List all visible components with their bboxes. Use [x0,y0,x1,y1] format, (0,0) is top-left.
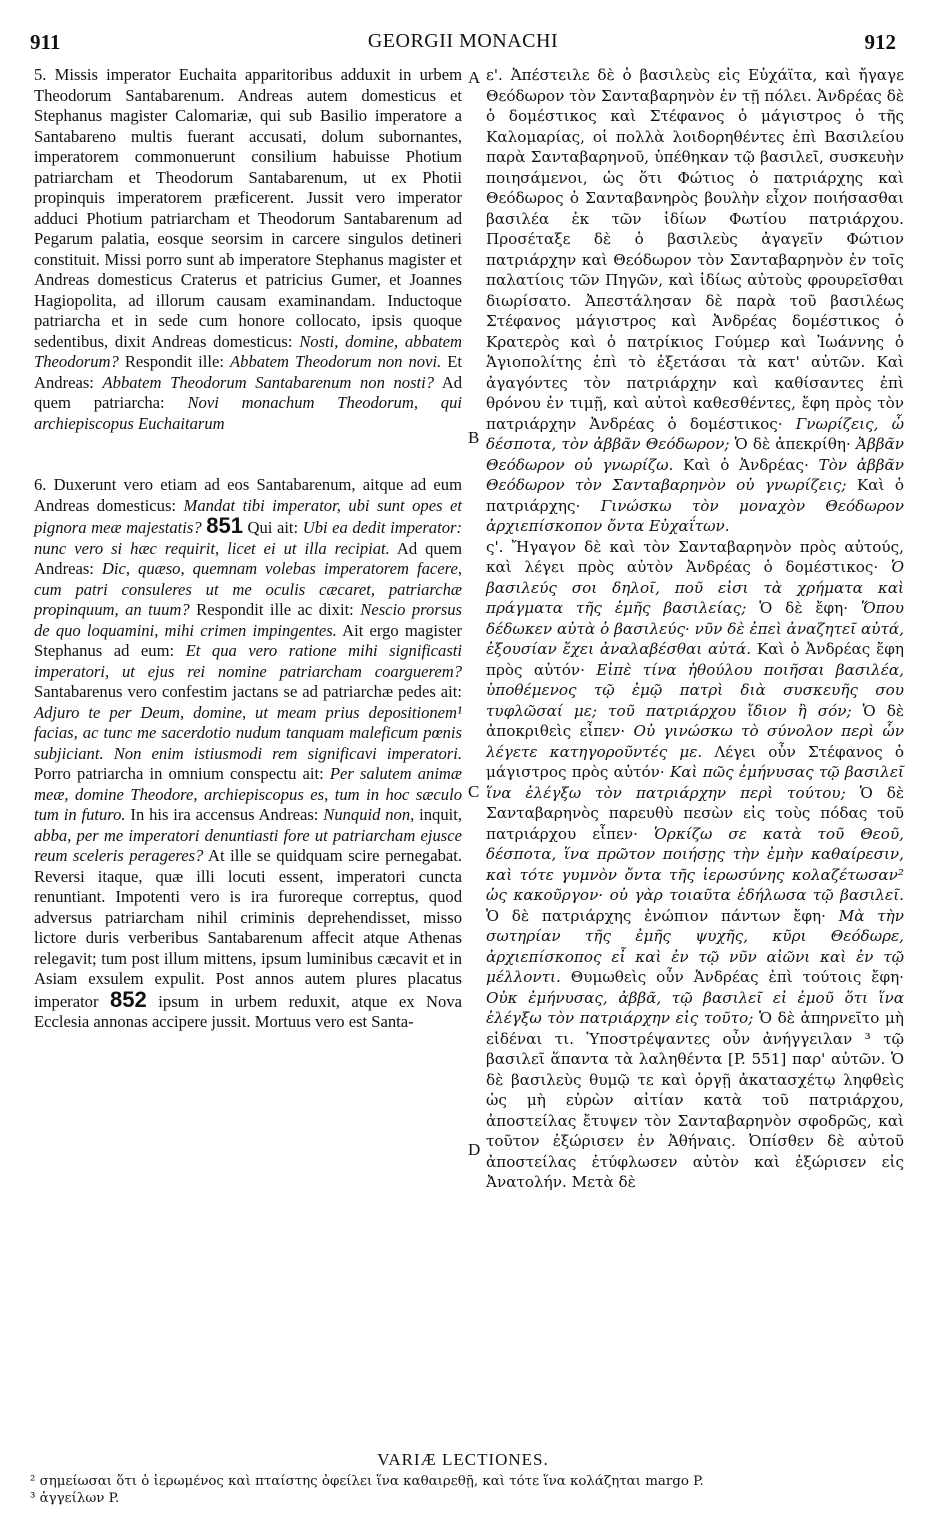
latin-quote: abba, per me imperatori denuntiasti fore ut patriarcham ejusce reum sceleris perageres? [34,825,462,865]
margin-letter-c: C [468,782,480,801]
greek-quote: Οὐκ ἐμήνυσας, ἀββᾶ, τῷ βασιλεῖ εἰ ἐμοῦ ὅτι ἵνα ἐλέγξω τὸν πατριάρχην εἰς τοῦτο; [486,988,904,1027]
greek-text: Ὁ δὲ πατριάρχης ἐνώπιον πάντων ἔφη· [486,906,826,925]
greek-quote: Μὰ τὴν σωτηρίαν τῆς ἐμῆς ψυχῆς, κῦρι Θεόδωρε, ἀρχιεπίσκοπος εἶ καὶ ἐν τῷ νῦν αἰῶνι καὶ ἐν τῷ μέλλοντι. [486,906,905,986]
greek-quote: Γινώσκω τὸν μοναχὸν Θεόδωρον ἀρχιεπίσκοπον ὄντα Εὐχαΐτων. [486,496,905,535]
greek-text: Ὁ δὲ ἀπεκρίθη· [734,435,851,453]
latin-quote: Nosti, domine, abbatem Theodorum? [34,331,462,371]
margin-letter-a: A [468,68,481,87]
latin-text: 5. Missis imperator Euchaita apparitoribus adduxit in urbem Theodorum Santabarenum. Andreas autem domesticus et Stephanus magister Calomariæ, qui sub Basilio imperatore a Santabareno multis fuerant accusati, dolum subornantes, imperatorem commonuerunt consilium habuisse Photium patriarcham et Theodorum Santabarenum, ut ex Photii propinquis imperatorem præficerent. Jussit vero imperator adduci Photium patriarcham et Theodorum Santabarenum ad Pegarum palatia, eosque seorsim in carcere singulos detineri constituit. Missi porro sunt ab imperatore Stephanus magister et Andreas domesticus Craterus et patricius Gumer, et Joannes Hagiopolita, ad illorum causam examinandam. Inductoque patriarcha et in sede cum honore collocato, ipsis quoque sedentibus, dixit Andreas domesticus: [34,65,462,351]
latin-text: Santabarenus vero confestim jactans se ad patriarchæ pedes ait: [34,682,462,701]
greek-quote: Ἀββᾶν Θεόδωρον οὐ γνωρίζω. [486,435,905,474]
greek-quote: Γνωρίζεις, ὦ δέσποτα, τὸν ἀββᾶν Θεόδωρον; [486,414,905,453]
greek-quote: Ὅπου δέδωκεν αὐτὰ ὁ βασιλεύς· νῦν δὲ ἐπεὶ ἀναζητεῖ αὐτά, ἐξουσίαν ἔχει ἀναλαβέσθαι αὐτά. [486,599,904,658]
greek-quote: Εἰπὲ τίνα ἠθούλου ποιῆσαι βασιλέα, ὑποθέμενος τῷ ἐμῷ πατρὶ διὰ συσκευῆς σου τυφλῶσαί με; τοῦ πατριάρχου ἴδιον ἢ σόν; [486,660,905,720]
latin-text: At ille se quidquam scire pernegabat. Reversi itaque, quæ illi locuti essent, imperatori cuncta renuntiant. Impotenti vero is ira furoreque correptus, quod adversus patriarcham nihil criminis deprehendisset, misso lictore duris verberibus Santabarenum affecit atque Athenas relegavit; tum post illum mittens, ipsum luminibus cæcavit et in Asiam exsulem expulit. Post annos autem plures placatus imperator [34,846,463,1011]
latin-text: Ait ergo magister Stephanus ad eum: [34,620,462,660]
latin-quote: Dic, quæso, quemnam volebas imperatorem facere, cum patri consuleres ut me oculis cæcaret, patriarchæ propinquum, an tuum? [34,559,462,619]
latin-text: In his ira accensus Andreas: [130,805,319,824]
greek-text: Ὁ δὲ Σανταβαρηνὸς παρευθὺ πεσὼν εἰς τοὺς πόδας τοῦ πατριάρχου εἶπεν· [486,783,904,843]
greek-text: Ὁ δὲ ἀποκριθεὶς εἶπεν· [486,701,904,740]
page-number-left: 911 [30,30,61,54]
latin-text: Respondit ille: [124,352,224,371]
latin-quote: Per salutem animæ meæ, domine Theodore, archiepiscopus es, tum in hoc sæculo tum in futuro. [34,764,462,824]
latin-text: Porro patriarcha in omnium conspectu ait: [34,764,324,783]
latin-text: 6. Duxerunt vero etiam ad eos Santabarenum, aitque ad eum Andreas domesticus: [34,475,462,515]
column-number-852: 852 [110,986,147,1012]
greek-text: ε'. Ἀπέστειλε δὲ ὁ βασιλεὺς εἰς Εὐχάϊτα, καὶ ἤγαγε Θεόδωρον τὸν Σανταβαρηνὸν ἐν τῇ πόλει. Ἀνδρέας δὲ ὁ δομέστικος καὶ Στέφανος ὁ μάγιστρος ὁ τῆς Καλομαρίας, οἱ πολλὰ λοιδορηθέντες ἐπὶ Βασιλείου παρὰ Σανταβαρηνοῦ, ὑπέθηκαν τῷ βασιλεῖ, συσκευὴν ποιησάμενοι, ὡς ὅτι Φώτιος ὁ πατριάρχης καὶ Θεόδωρος ὁ Σανταβανηρὸς βουλὴν εἶχον ποιήσασθαι βασιλέα ἐκ τῶν ἰδίων Φωτίου πατριάρχου. Προσέταξε δὲ ὁ βασιλεὺς ἀγαγεῖν Φώτιον πατριάρχην καὶ Θεόδωρον τὸν Σανταβαρηνὸν ἐν τοῖς παλατίοις τῶν Πηγῶν, καὶ ἰδίως αὐτοὺς φρουρεῖσθαι διωρίσατο. Ἀπεστάλησαν δὲ παρὰ τοῦ βασιλέως Στέφανος μάγιστρος καὶ Ἀνδρέας δομέστικος ὁ Κρατερὸς καὶ ὁ πατρίκιος Γούμερ καὶ Ἰωάννης ὁ Ἁγιοπολίτης ἐπὶ τὸ ἐξετάσαι τὰ κατ' αὐτῶν. Καὶ ἀγαγόντες τὸν πατριάρχην καὶ καθίσαντες ἐπὶ θρόνου ἐν τιμῇ, καὶ αὐτοὶ καθεσθέντες, ἔφη πρὸς τὸν πατριάρχην Ἀνδρέας ὁ δομέστικος· [486,66,904,433]
latin-paragraph-6 [34,475,462,1033]
margin-letter-d: D [468,1140,481,1159]
footnotes [30,1473,906,1507]
latin-text: Ad quem Andreas: [34,538,462,578]
variae-lectiones-heading: VARIÆ LECTIONES. [377,1450,549,1469]
running-header [30,30,896,60]
greek-text: ς'. Ἤγαγον δὲ καὶ τὸν Σανταβαρηνὸν πρὸς αὐτούς, καὶ λέγει πρὸς αὐτὸν Ἀνδρέας ὁ δομέστικος· [486,537,904,576]
latin-paragraph-5 [34,65,462,434]
greek-quote: Καὶ πῶς ἐμήνυσας τῷ βασιλεῖ ἵνα ἐλέγξω τὸν πατριάρχην περὶ τούτου; [486,763,904,802]
latin-text: inquit, [419,805,463,824]
latin-quote: Mandat tibi imperator, ubi sunt opes et pignora meæ majestatis? [34,495,462,537]
greek-quote: Οὐ γινώσκω τὸ σύνολον περὶ ὧν λέγετε κατηγοροῦντές με. [486,722,905,761]
greek-quote: Τὸν ἀββᾶν Θεόδωρον τὸν Σανταβαρηνὸν οὐ γνωρίζεις; [486,455,905,494]
latin-quote: Abbatem Theodorum non novi. [230,352,442,371]
footnote-3: ³ ἀγγείλων P. [30,1491,120,1506]
latin-text: Ad quem patriarcha: [34,372,463,412]
latin-quote: Novi monachum Theodorum, qui archiepiscopus Euchaitarum [34,393,463,433]
greek-paragraph-6 [486,537,904,1193]
page-number-right: 912 [864,30,896,54]
greek-paragraph-5 [486,65,904,537]
greek-quote: Ὁ βασιλεύς σοι δηλοῖ, ποῦ εἰσι τὰ χρήματα καὶ πράγματα τῆς ἐμῆς βασιλείας; [486,558,904,617]
latin-quote: Abbatem Theodorum Santabarenum non nosti? [102,372,435,392]
greek-text: Λέγει οὖν Στέφανος ὁ μάγιστρος πρὸς αὐτόν· [486,742,905,781]
margin-letter-b: B [468,428,480,447]
latin-text: Respondit ille ac dixit: [196,600,354,619]
latin-column [34,65,462,1033]
greek-text: Θυμωθεὶς οὖν Ἀνδρέας ἐπὶ τούτοις ἔφη· [570,968,905,986]
greek-text: Καὶ ὁ Ἀνδρέας· [683,455,809,474]
latin-quote: Nescio prorsus de quo loquamini, mihi crimen impingentes. [34,600,462,640]
greek-text: Ὁ δὲ ἔφη· [759,599,849,617]
column-number-851: 851 [206,513,243,538]
running-title: GEORGII MONACHI [367,30,559,52]
greek-quote: Ὁρκίζω σε κατὰ τοῦ Θεοῦ, δέσποτα, ἵνα πρῶτον ποιήσῃς τὴν ἐμὴν καθαίρεσιν, καὶ τότε γυμνὸν ὄντα τῆς ἱερωσύνης κολαζέτωσαν² ὡς κακοῦργον· οὐ γὰρ τοιαῦτα ἐδήλωσα τῷ βασιλεῖ. [486,824,904,904]
latin-quote: Ubi ea dedit imperator: nunc vero si hæc requirit, licet ei ut illa recipiat. [34,518,462,558]
latin-quote: Et qua vero ratione mihi significasti imperatori, ut ejus rei nomine patriarcham coarguerem? [34,641,463,681]
latin-text: Et Andreas: [34,352,462,392]
latin-quote: Nunquid non, [323,805,415,824]
greek-column [486,65,904,1193]
footnote-2: ² σημείωσαι ὅτι ὁ ἱερωμένος καὶ πταίστης ὀφείλει ἵνα καθαιρεθῇ, καὶ τότε ἵνα κολάζηται margo P. [30,1474,704,1489]
latin-quote: Adjuro te per Deum, domine, ut meam prius depositionem¹ facias, ac tunc me sacerdotio nudum tanquam maleficum pœnis subjiciant. Non enim istiusmodi rem significavi imperatori. [34,702,462,763]
latin-text: Qui ait: [247,518,299,537]
greek-text: Καὶ ὁ πατριάρχης· [486,476,905,515]
greek-text: Ὁ δὲ ἀπηρνεῖτο μὴ εἰδέναι τι. Ὑποστρέψαντες οὖν ἀνήγγειλαν ³ τῷ βασιλεῖ ἅπαντα τὰ λαληθέντα [P. 551] παρ' αὐτῶν. Ὁ δὲ βασιλεὺς θυμῷ τε καὶ ὀργῇ ἀκατασχέτῳ ληφθεὶς ὡς μὴ εὑρὼν αἰτίαν κατὰ τοῦ πατριάρχου, ἀποστείλας ἔτυψεν τὸν Σανταβαρηνὸν σφοδρῶς, καὶ τοῦτον ἐξώρισεν ἐν Ἀθήναις. Ὀπίσθεν δὲ αὐτοῦ ἀποστείλας ἐτύφλωσεν αὐτὸν καὶ ἐξώρισεν εἰς Ἀνατολήν. Μετὰ δὲ [486,1009,905,1191]
latin-text: ipsum in urbem reduxit, atque ex Nova Ecclesia annonas accipere jussit. Mortuus vero est Santa- [34,991,462,1031]
greek-text: Καὶ ὁ Ἀνδρέας ἔφη πρὸς αὐτόν· [486,640,904,679]
